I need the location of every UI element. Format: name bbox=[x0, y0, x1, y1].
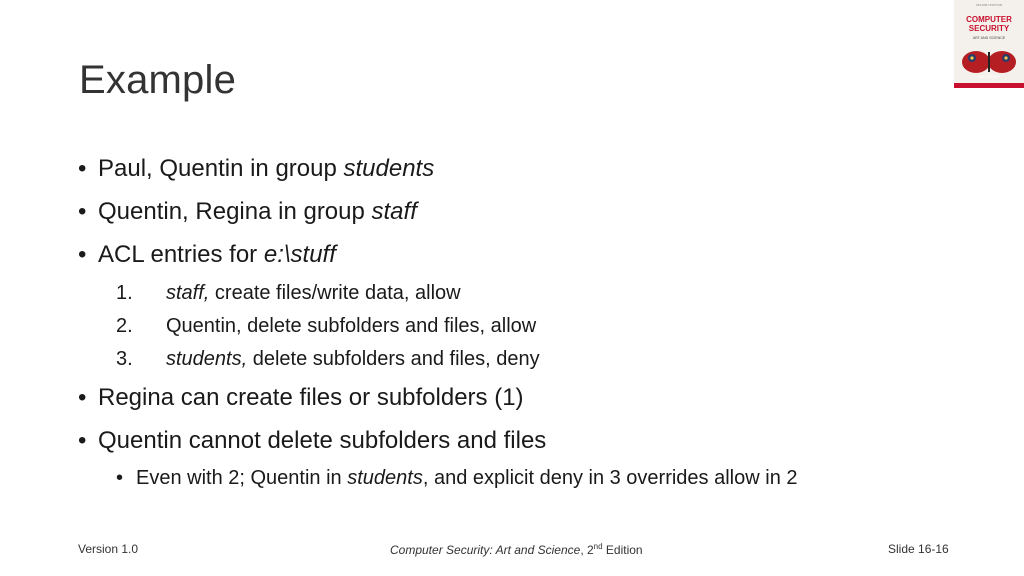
butterfly-eye-right-center bbox=[1004, 56, 1007, 59]
bullet-dot: • bbox=[78, 241, 87, 268]
bullet-emphasis: e:\stuff bbox=[263, 241, 336, 268]
bullet-4 bbox=[78, 384, 524, 412]
bullet-2 bbox=[78, 198, 417, 226]
acl-number: 3. bbox=[116, 348, 133, 370]
bullet-text: ACL entries for bbox=[98, 241, 264, 268]
acl-number: 2. bbox=[116, 315, 133, 337]
cover-bottom-bar bbox=[954, 83, 1024, 88]
bullet-emphasis: staff bbox=[371, 198, 417, 225]
bullet-text: Paul, Quentin in group bbox=[98, 155, 344, 182]
acl-emphasis: staff, bbox=[166, 282, 210, 304]
footer-book bbox=[390, 542, 643, 557]
acl-text: delete subfolders and files, deny bbox=[247, 348, 540, 370]
slide-title: Example bbox=[79, 58, 237, 102]
butterfly-eye-left-center bbox=[970, 56, 973, 59]
bullet-dot: • bbox=[116, 467, 124, 489]
acl-entry-1 bbox=[116, 282, 461, 305]
book-cover-image bbox=[954, 0, 1024, 88]
acl-entry-3 bbox=[116, 348, 540, 371]
cover-line1: COMPUTER bbox=[966, 15, 1012, 24]
cover-line3: ART AND SCIENCE bbox=[972, 36, 1006, 40]
butterfly-wing-right bbox=[988, 51, 1016, 73]
bullet-dot: • bbox=[78, 427, 87, 454]
bullet-5 bbox=[78, 427, 547, 455]
acl-emphasis: students, bbox=[166, 348, 248, 370]
bullet-dot: • bbox=[78, 155, 87, 182]
footer-slide-number: Slide 16-16 bbox=[888, 542, 949, 556]
cover-top-label: SECOND EDITION bbox=[975, 3, 1003, 7]
footer-edition-post: Edition bbox=[602, 543, 643, 557]
bullet-1 bbox=[78, 155, 435, 183]
butterfly-wing-left bbox=[962, 51, 990, 73]
bullet-3 bbox=[78, 241, 336, 269]
sub-bullet-text: Even with 2; Quentin in bbox=[136, 467, 348, 489]
butterfly-body bbox=[988, 52, 990, 72]
sub-bullet-text-end: , and explicit deny in 3 overrides allow in 2 bbox=[422, 467, 798, 489]
bullet-text: Quentin, Regina in group bbox=[98, 198, 372, 225]
footer-edition-pre: , 2 bbox=[580, 543, 594, 557]
acl-text: Quentin, delete subfolders and files, allow bbox=[166, 315, 537, 337]
bullet-text: Quentin cannot delete subfolders and files bbox=[98, 427, 547, 454]
bullet-dot: • bbox=[78, 384, 87, 411]
acl-text: create files/write data, allow bbox=[209, 282, 461, 304]
acl-entry-2 bbox=[116, 315, 536, 338]
cover-line2: SECURITY bbox=[968, 24, 1010, 33]
cover-author: MATT BISHOP bbox=[978, 75, 1000, 79]
acl-number: 1. bbox=[116, 282, 133, 304]
footer-edition-sup: nd bbox=[593, 542, 603, 551]
footer-book-title: Computer Security: Art and Science bbox=[390, 543, 581, 557]
bullet-emphasis: students bbox=[343, 155, 435, 182]
bullet-text: Regina can create files or subfolders (1) bbox=[98, 384, 524, 411]
bullet-dot: • bbox=[78, 198, 87, 225]
sub-bullet-emphasis: students bbox=[347, 467, 423, 489]
sub-bullet bbox=[116, 467, 798, 490]
footer-version: Version 1.0 bbox=[78, 542, 139, 556]
